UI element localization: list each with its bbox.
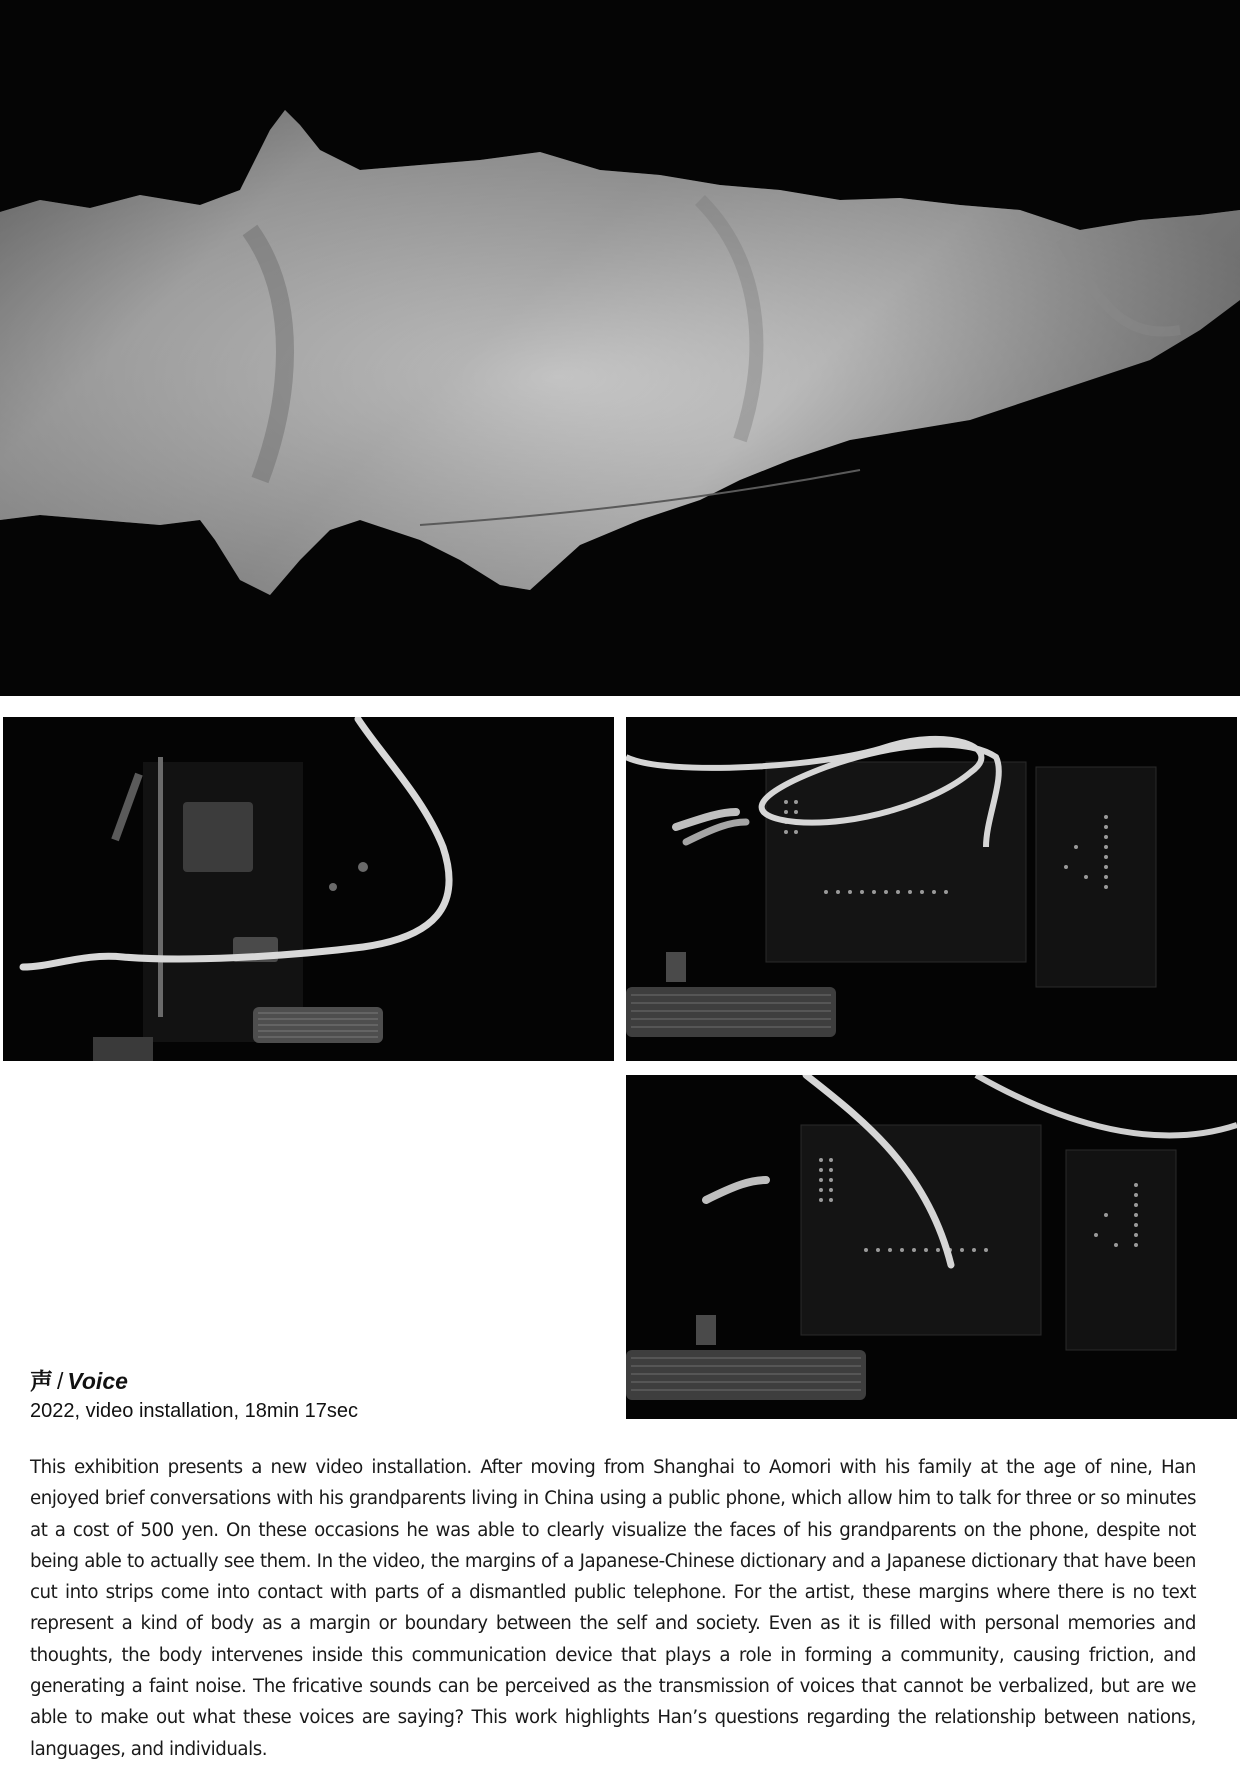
still-image-circuit-board-strip	[626, 1075, 1237, 1419]
hero-image-torn-paper	[0, 0, 1240, 696]
work-meta: 2022, video installation, 18min 17sec	[30, 1400, 358, 1422]
work-title-cjk: 声	[30, 1369, 53, 1395]
still-image-circuit-board-loop	[626, 717, 1237, 1061]
work-title-en: Voice	[67, 1368, 128, 1394]
still-image-phone-mechanism	[3, 717, 614, 1061]
work-description: This exhibition presents a new video installation. After moving from Shanghai to Aomori with his family at the age of nine, Han enjoyed brief conversations with his grandparents living in China using a public phone, which allow him to talk for three or so minutes at a cost of 500 yen. On these occasions he was able to clearly visualize the faces of his grandparents on the phone, despite not being able to actually see them. In the video, the margins of a Japanese-Chinese dictionary and a Japanese dictionary that have been cut into strips come into contact with parts of a dismantled public telephone. For the artist, these margins where there is no text represent a kind of body as a margin or boundary between the self and society. Even as it is filled with personal memories and thoughts, the body intervenes inside this communication device that plays a role in forming a community, causing friction, and generating a faint noise. The fricative sounds can be perceived as the transmission of voices that cannot be verbalized, but are we able to make out what these voices are saying? This work highlights Han’s questions regarding the relationship between nations, languages, and individuals.	[30, 1457, 1196, 1760]
title-separator: /	[57, 1368, 64, 1394]
work-title	[30, 1367, 358, 1396]
work-caption	[30, 1367, 358, 1424]
